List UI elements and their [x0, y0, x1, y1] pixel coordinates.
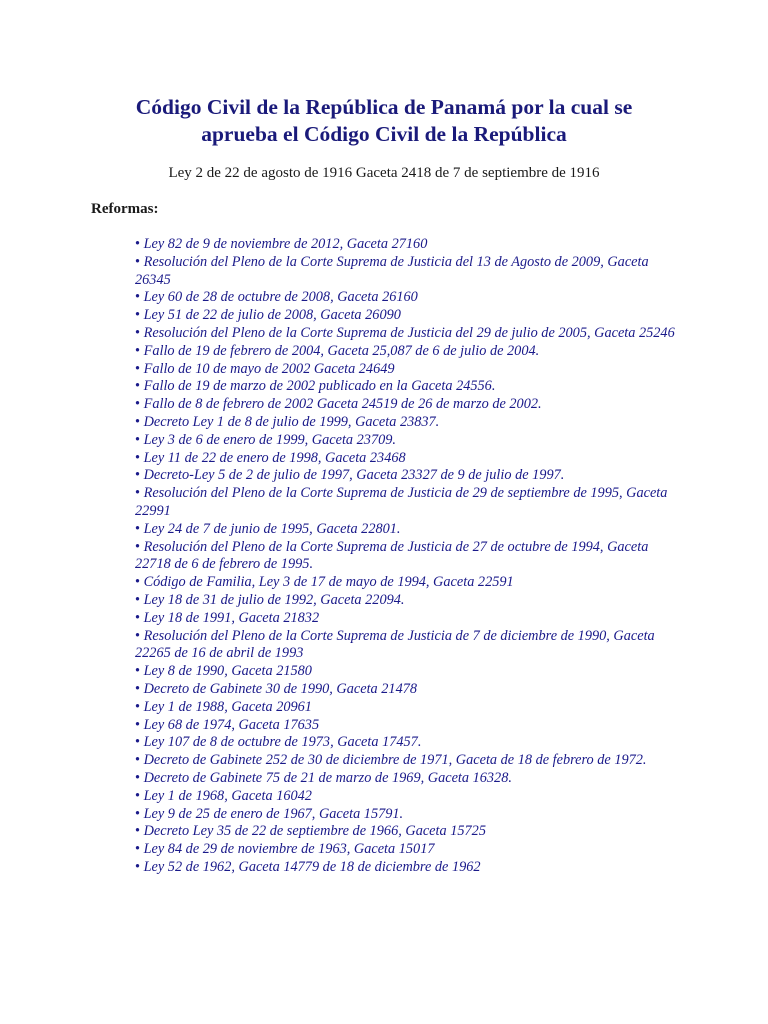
reforma-item[interactable]: • Ley 18 de 31 de julio de 1992, Gaceta 22094.	[135, 592, 675, 610]
reforma-item[interactable]: • Decreto de Gabinete 30 de 1990, Gaceta 21478	[135, 681, 675, 699]
reforma-item[interactable]: • Ley 3 de 6 de enero de 1999, Gaceta 23709.	[135, 432, 675, 450]
reforma-item[interactable]: • Decreto Ley 35 de 22 de septiembre de 1966, Gaceta 15725	[135, 823, 675, 841]
title-line-2: aprueba el Código Civil de la República	[201, 122, 567, 146]
reforma-item[interactable]: • Ley 84 de 29 de noviembre de 1963, Gaceta 15017	[135, 841, 675, 859]
reforma-item[interactable]: • Ley 11 de 22 de enero de 1998, Gaceta 23468	[135, 450, 675, 468]
reforma-item[interactable]: • Resolución del Pleno de la Corte Suprema de Justicia de 27 de octubre de 1994, Gaceta 22718 de 6 de febrero de 1995.	[135, 539, 675, 575]
reforma-item[interactable]: • Fallo de 19 de febrero de 2004, Gaceta 25,087 de 6 de julio de 2004.	[135, 343, 675, 361]
reforma-item[interactable]: • Resolución del Pleno de la Corte Suprema de Justicia de 7 de diciembre de 1990, Gaceta 22265 de 16 de abril de 1993	[135, 628, 675, 664]
reforma-item[interactable]: • Decreto-Ley 5 de 2 de julio de 1997, Gaceta 23327 de 9 de julio de 1997.	[135, 467, 675, 485]
reforma-item[interactable]: • Decreto de Gabinete 75 de 21 de marzo de 1969, Gaceta 16328.	[135, 770, 675, 788]
reformas-list	[135, 236, 675, 877]
reforma-item[interactable]: • Ley 8 de 1990, Gaceta 21580	[135, 663, 675, 681]
reforma-item[interactable]: • Ley 24 de 7 de junio de 1995, Gaceta 22801.	[135, 521, 675, 539]
reforma-item[interactable]: • Decreto de Gabinete 252 de 30 de diciembre de 1971, Gaceta de 18 de febrero de 1972.	[135, 752, 675, 770]
reforma-item[interactable]: • Código de Familia, Ley 3 de 17 de mayo de 1994, Gaceta 22591	[135, 574, 675, 592]
reforma-item[interactable]: • Decreto Ley 1 de 8 de julio de 1999, Gaceta 23837.	[135, 414, 675, 432]
reforma-item[interactable]: • Resolución del Pleno de la Corte Suprema de Justicia del 29 de julio de 2005, Gaceta 25246	[135, 325, 675, 343]
reforma-item[interactable]: • Ley 82 de 9 de noviembre de 2012, Gaceta 27160	[135, 236, 675, 254]
reforma-item[interactable]: • Ley 107 de 8 de octubre de 1973, Gaceta 17457.	[135, 734, 675, 752]
reforma-item[interactable]: • Fallo de 10 de mayo de 2002 Gaceta 24649	[135, 361, 675, 379]
document-title	[0, 94, 768, 148]
reforma-item[interactable]: • Resolución del Pleno de la Corte Suprema de Justicia del 13 de Agosto de 2009, Gaceta 26345	[135, 254, 675, 290]
title-line-1: Código Civil de la República de Panamá por la cual se	[135, 95, 633, 119]
reforma-item[interactable]: • Ley 1 de 1968, Gaceta 16042	[135, 788, 675, 806]
reformas-heading: Reformas:	[91, 201, 159, 217]
reforma-item[interactable]: • Ley 51 de 22 de julio de 2008, Gaceta 26090	[135, 307, 675, 325]
reforma-item[interactable]: • Ley 52 de 1962, Gaceta 14779 de 18 de diciembre de 1962	[135, 859, 675, 877]
reforma-item[interactable]: • Resolución del Pleno de la Corte Suprema de Justicia de 29 de septiembre de 1995, Gaceta 22991	[135, 485, 675, 521]
reforma-item[interactable]: • Ley 18 de 1991, Gaceta 21832	[135, 610, 675, 628]
document-subtitle: Ley 2 de 22 de agosto de 1916 Gaceta 2418 de 7 de septiembre de 1916	[168, 165, 600, 181]
reforma-item[interactable]: • Ley 68 de 1974, Gaceta 17635	[135, 717, 675, 735]
reforma-item[interactable]: • Ley 9 de 25 de enero de 1967, Gaceta 15791.	[135, 806, 675, 824]
reforma-item[interactable]: • Fallo de 8 de febrero de 2002 Gaceta 24519 de 26 de marzo de 2002.	[135, 396, 675, 414]
reforma-item[interactable]: • Ley 60 de 28 de octubre de 2008, Gaceta 26160	[135, 289, 675, 307]
reforma-item[interactable]: • Fallo de 19 de marzo de 2002 publicado en la Gaceta 24556.	[135, 378, 675, 396]
reforma-item[interactable]: • Ley 1 de 1988, Gaceta 20961	[135, 699, 675, 717]
